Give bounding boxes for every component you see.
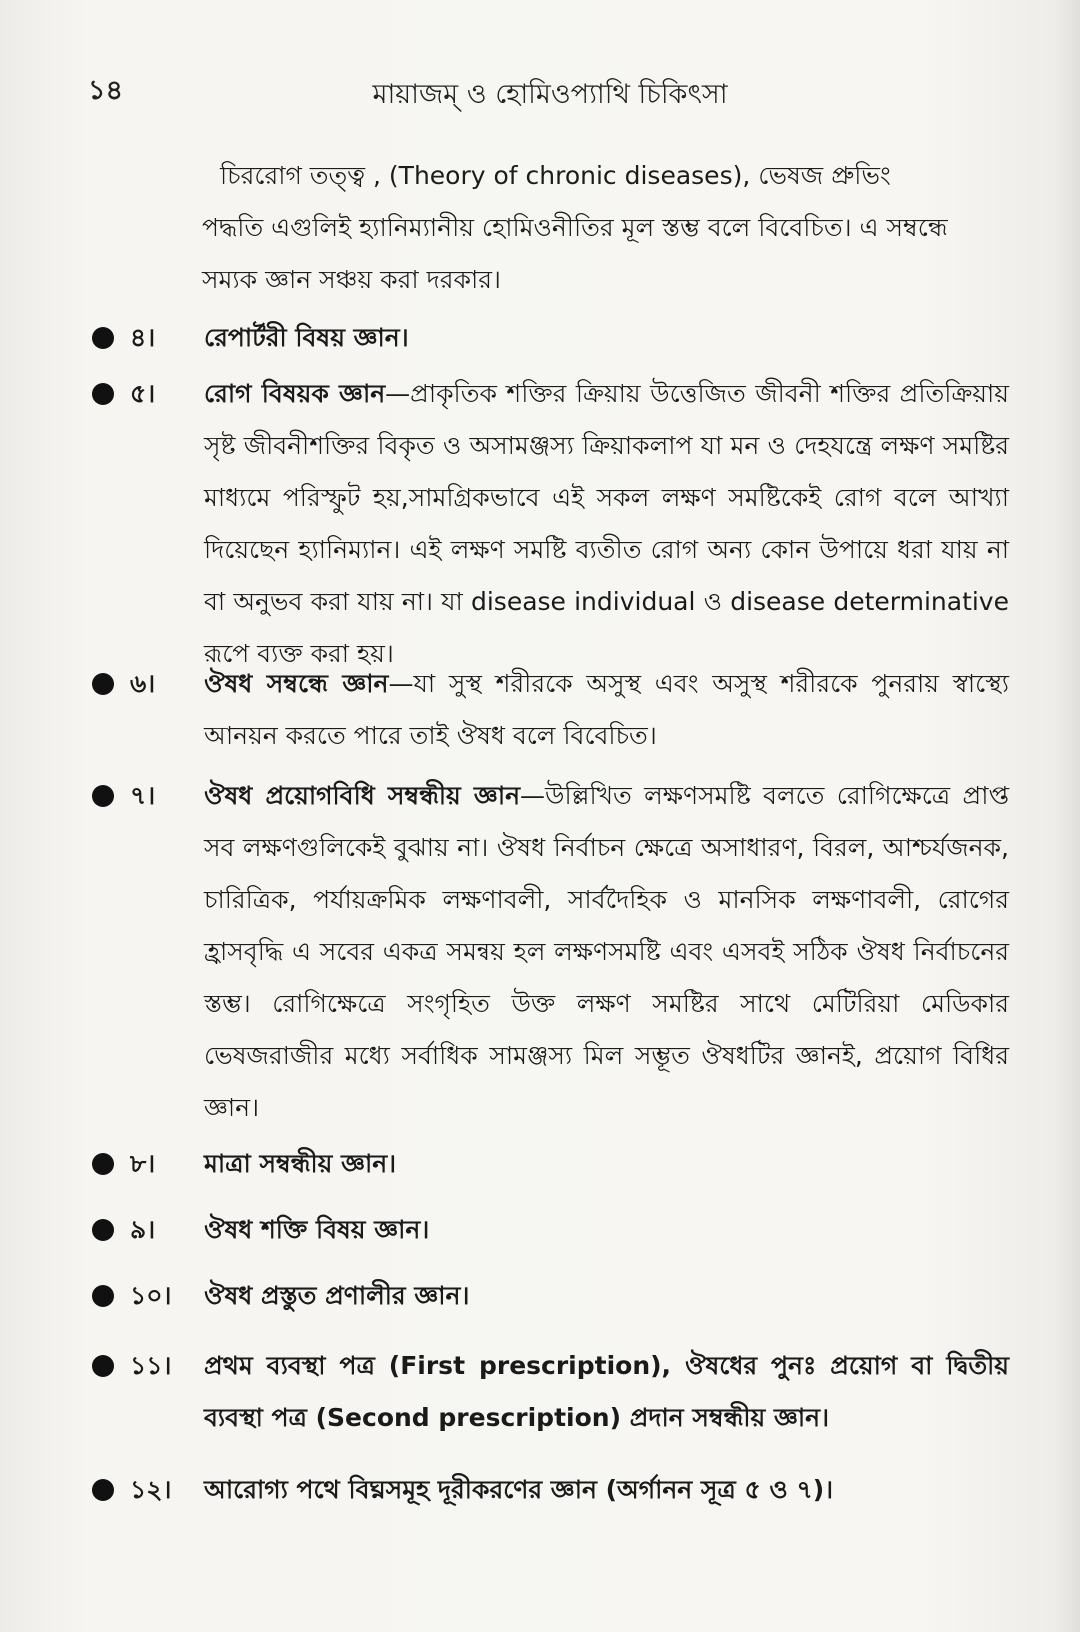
item-term: রোগ বিষয়ক জ্ঞান [204,379,386,408]
item-text [204,368,1009,680]
item-number: ১২। [130,1475,172,1504]
item-term: ঔষধ শক্তি বিষয় জ্ঞান। [204,1215,430,1244]
item-body: —প্রাকৃতিক শক্তির ক্রিয়ায় উত্তেজিত জীবনী শক্তির প্রতিক্রিয়ায় সৃষ্ট জীবনীশক্তির বিকৃত ও অসামঞ্জস্য ক্রিয়াকলাপ যা মন ও দেহযন্ত্রে লক্ষণ সমষ্টির মাধ্যমে পরিস্ফুট হয়,সামগ্রিকভাবে এই সকল লক্ষণ সমষ্টিকেই রোগ বলে আখ্যা দিয়েছেন হ্যানিম্যান। এই লক্ষণ সমষ্টি ব্যতীত রোগ অন্য কোন উপায়ে ধরা যায় না বা অনুভব করা যায় না। যা disease individual ও disease determinative রূপে ব্যক্ত করা হয়। [204,379,1010,668]
item-number: ৭। [130,781,156,810]
bullet-icon [92,327,114,349]
item-term: প্রথম ব্যবস্থা পত্র (First prescription), ঔষধের পুনঃ প্রয়োগ বা দ্বিতীয় ব্যবস্থা পত্র (Second prescription) প্রদান সম্বন্ধীয় জ্ঞান। [204,1351,1009,1432]
item-term: আরোগ্য পথে বিঘ্নসমূহ দূরীকরণের জ্ঞান (অর্গানন সূত্র ৫ ও ৭)। [204,1475,834,1504]
intro-line-1: চিররোগ তত্ত্ব , (Theory of chronic diseases), ভেষজ প্রুভিং [220,161,891,190]
item-text [204,770,1009,1134]
item-number: ৯। [130,1215,156,1244]
item-term: ঔষধ প্রয়োগবিধি সম্বন্ধীয় জ্ঞান [204,781,521,810]
bullet-icon [92,383,114,405]
item-number: ৮। [130,1149,156,1178]
item-number: ৪। [130,323,156,352]
intro-line-3: সম্যক জ্ঞান সঞ্চয় করা দরকার। [202,265,501,294]
bullet-icon [92,785,114,807]
bullet-icon [92,1153,114,1175]
item-text [204,1270,1009,1322]
item-number: ১০। [130,1281,172,1310]
bullet-icon [92,673,114,695]
item-number: ১১। [130,1351,172,1380]
item-term: রেপার্টরী বিষয় জ্ঞান। [204,323,409,352]
intro-line-2: পদ্ধতি এগুলিই হ্যানিম্যানীয় হোমিওনীতির মূল স্তম্ভ বলে বিবেচিত। এ সম্বন্ধে [202,213,948,242]
item-text [204,1464,1009,1516]
item-text [204,1204,1009,1256]
item-term: মাত্রা সম্বন্ধীয় জ্ঞান। [204,1149,397,1178]
item-term: ঔষধ প্রস্তুত প্রণালীর জ্ঞান। [204,1281,470,1310]
running-title: মায়াজম্ ও হোমিওপ্যাথি চিকিৎসা [372,79,728,110]
item-body: —উল্লিখিত লক্ষণসমষ্টি বলতে রোগিক্ষেত্রে প্রাপ্ত সব লক্ষণগুলিকেই বুঝায় না। ঔষধ নির্বাচন ক্ষেত্রে অসাধারণ, বিরল, আশ্চর্যজনক, চারিত্রিক, পর্যায়ক্রমিক লক্ষণাবলী, সার্বদৈহিক ও মানসিক লক্ষণাবলী, রোগের হ্রাসবৃদ্ধি এ সবের একত্র সমন্বয় হল লক্ষণসমষ্টি এবং এসবই সঠিক ঔষধ নির্বাচনের স্তম্ভ। রোগিক্ষেত্রে সংগৃহিত উক্ত লক্ষণ সমষ্টির সাথে মেটিরিয়া মেডিকার ভেষজরাজীর মধ্যে সর্বাধিক সামঞ্জস্য মিল সম্ভূত ঔষধটির জ্ঞানই, প্রয়োগ বিধির জ্ঞান। [204,781,1009,1122]
item-text [204,1340,1009,1444]
item-term: ঔষধ সম্বন্ধে জ্ঞান [204,669,389,698]
page-number: ১৪ [88,75,124,106]
intro-paragraph [202,150,1010,306]
item-number: ৬। [130,669,156,698]
page-edge-shadow [1054,0,1080,1632]
bullet-icon [92,1355,114,1377]
item-number: ৫। [130,379,156,408]
item-text [204,1138,1009,1190]
bullet-icon [92,1479,114,1501]
item-text [204,312,1009,364]
bullet-icon [92,1285,114,1307]
item-body: —যা সুস্থ শরীরকে অসুস্থ এবং অসুস্থ শরীরকে পুনরায় স্বাস্থ্যে আনয়ন করতে পারে তাই ঔষধ বলে বিবেচিত। [204,669,1009,750]
item-text [204,658,1009,762]
bullet-icon [92,1219,114,1241]
